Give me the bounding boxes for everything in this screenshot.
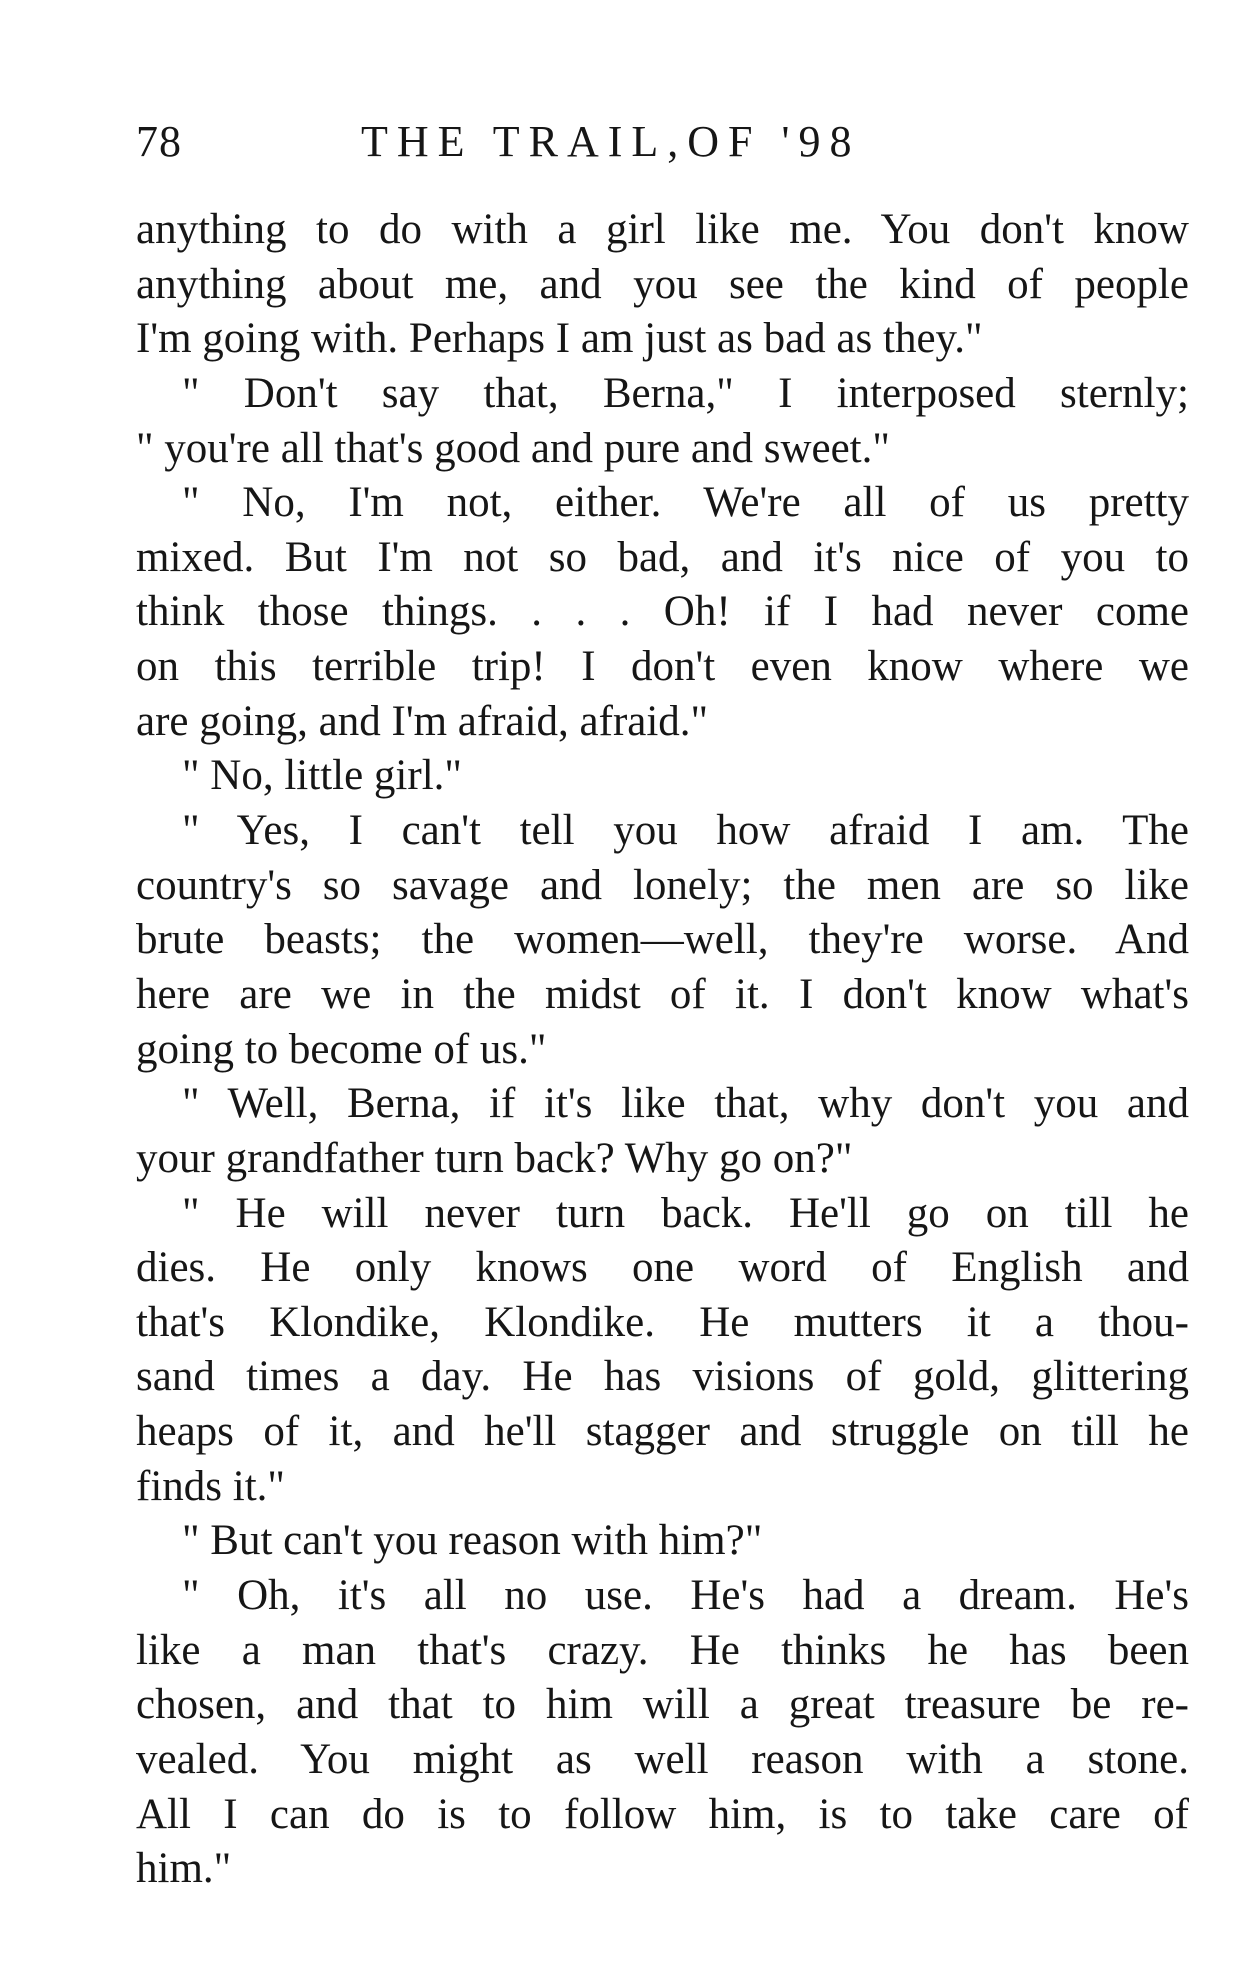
text-line: heaps of it, and he'll stagger and struggle on till he [136,1408,1189,1456]
text-line: mixed. But I'm not so bad, and it's nice of you to [136,533,1189,581]
text-line: chosen, and that to him will a great treasure be re- [136,1681,1189,1729]
text-line: " Well, Berna, if it's like that, why don't you and [182,1080,1189,1128]
text-line: like a man that's crazy. He thinks he has been [136,1626,1189,1674]
text-line: " Don't say that, Berna," I interposed sternly; [182,369,1189,417]
text-line: I'm going with. Perhaps I am just as bad as they." [136,315,983,363]
running-head: THE TRAIL,OF '98 [361,117,861,166]
text-line: " you're all that's good and pure and sweet." [136,424,890,472]
text-line: " Oh, it's all no use. He's had a dream. He's [182,1572,1189,1620]
text-line: vealed. You might as well reason with a stone. [136,1735,1189,1783]
text-line: going to become of us." [136,1025,547,1073]
text-line: " No, little girl." [182,752,462,800]
text-line: your grandfather turn back? Why go on?" [136,1134,853,1182]
body-text [136,203,1189,1897]
text-line: think those things. . . . Oh! if I had never come [136,588,1189,636]
text-line: anything to do with a girl like me. You don't know [136,206,1189,253]
text-line: here are we in the midst of it. I don't know what's [136,970,1189,1018]
text-line: " But can't you reason with him?" [182,1517,763,1565]
text-line: All I can do is to follow him, is to take care of [136,1790,1189,1838]
text-line: him." [136,1845,232,1893]
text-line: finds it." [136,1462,285,1510]
text-line: country's so savage and lonely; the men are so like [136,861,1189,909]
text-line: that's Klondike, Klondike. He mutters it a thou- [136,1298,1189,1346]
text-line: are going, and I'm afraid, afraid." [136,697,709,745]
text-line: brute beasts; the women—well, they're worse. And [136,916,1189,964]
text-line: " He will never turn back. He'll go on till he [182,1189,1189,1237]
page-header [136,112,1196,172]
text-line: " Yes, I can't tell you how afraid I am. The [182,807,1189,855]
text-line: sand times a day. He has visions of gold, glittering [136,1353,1189,1401]
text-line: anything about me, and you see the kind of people [136,260,1189,308]
text-line: dies. He only knows one word of English and [136,1244,1189,1292]
page-number: 78 [136,117,182,166]
text-line: on this terrible trip! I don't even know where we [136,643,1189,691]
text-line: " No, I'm not, either. We're all of us pretty [182,479,1189,527]
